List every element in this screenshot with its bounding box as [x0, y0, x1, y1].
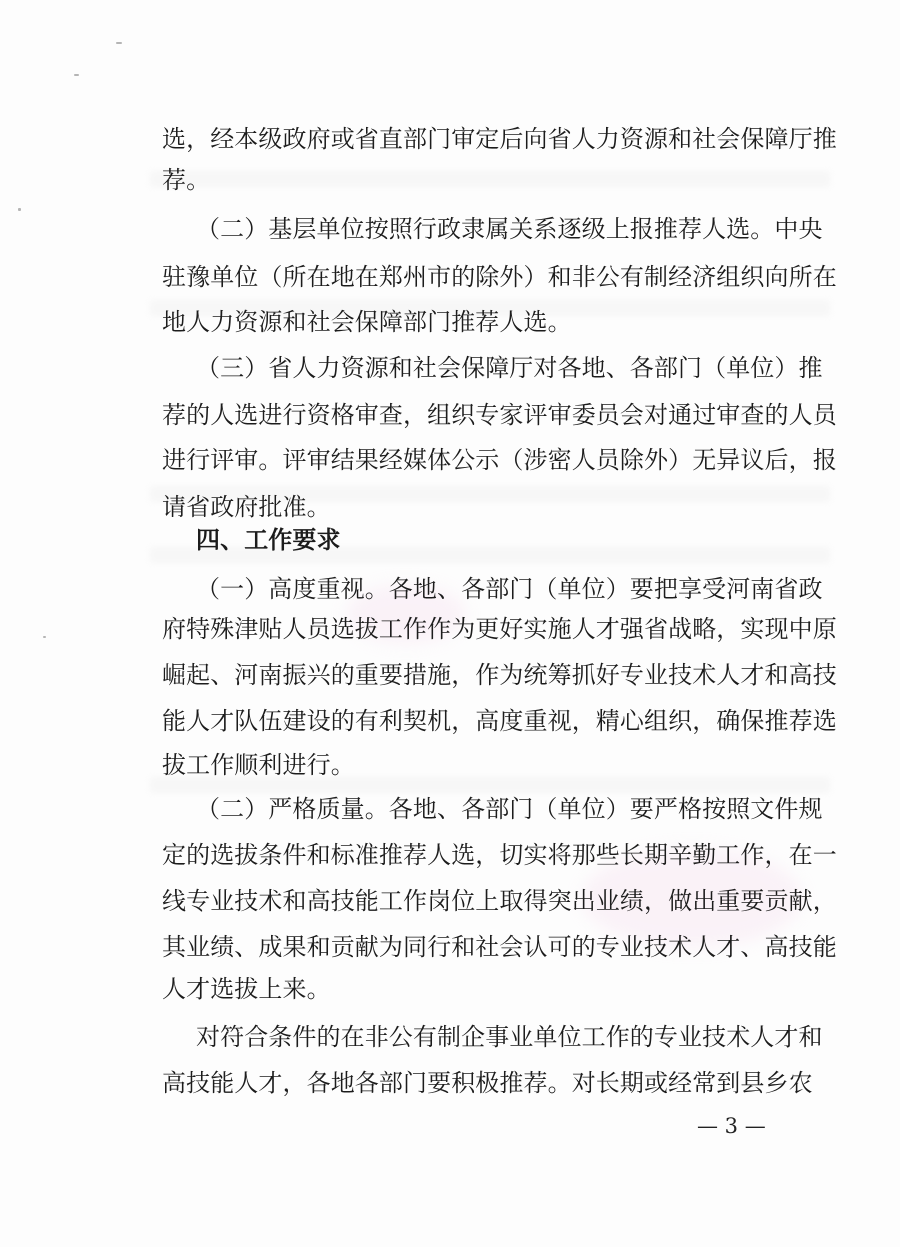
paragraph-text-line: （二）基层单位按照行政隶属关系逐级上报推荐人选。中央 — [196, 215, 823, 243]
page-number: — 3 — — [697, 1114, 766, 1138]
paragraph-text-line: （三）省人力资源和社会保障厅对各地、各部门（单位）推 — [196, 354, 823, 382]
scan-dust-mark — [116, 42, 122, 44]
body-text-line: 府特殊津贴人员选拔工作作为更好实施人才强省战略，实现中原 — [162, 615, 837, 643]
body-text-line: 拔工作顺利进行。 — [162, 751, 355, 779]
paragraph-text-line: （二）严格质量。各地、各部门（单位）要严格按照文件规 — [196, 795, 823, 823]
paragraph-text-line: （一）高度重视。各地、各部门（单位）要把享受河南省政 — [196, 575, 823, 603]
body-text-line: 进行评审。评审结果经媒体公示（涉密人员除外）无异议后，报 — [162, 446, 837, 474]
paragraph-text-line: 对符合条件的在非公有制企事业单位工作的专业技术人才和 — [196, 1023, 823, 1051]
scan-dust-mark — [43, 636, 46, 638]
body-text-line: 能人才队伍建设的有利契机，高度重视，精心组织，确保推荐选 — [162, 707, 837, 735]
body-text-line: 荐的人选进行资格审查，组织专家评审委员会对通过审查的人员 — [162, 401, 837, 429]
body-text-line: 荐。 — [162, 166, 211, 194]
body-text-line: 其业绩、成果和贡献为同行和社会认可的专业技术人才、高技能 — [162, 933, 837, 961]
body-text-line: 定的选拔条件和标准推荐人选，切实将那些长期辛勤工作，在一 — [162, 841, 837, 869]
scan-dust-mark — [74, 74, 79, 76]
body-text-line: 请省政府批准。 — [162, 493, 331, 521]
body-text-line: 线专业技术和高技能工作岗位上取得突出业绩，做出重要贡献， — [162, 887, 837, 915]
body-text-line: 选，经本级政府或省直部门审定后向省人力资源和社会保障厅推 — [162, 125, 837, 153]
scan-bleed-band — [150, 171, 830, 187]
body-text-line: 高技能人才，各地各部门要积极推荐。对长期或经常到县乡农 — [162, 1069, 813, 1097]
scan-dust-mark — [18, 208, 21, 211]
body-text-line: 地人力资源和社会保障部门推荐人选。 — [162, 308, 572, 336]
body-text-line: 驻豫单位（所在地在郑州市的除外）和非公有制经济组织向所在 — [162, 263, 837, 291]
section-heading: 四、工作要求 — [196, 525, 341, 554]
body-text-line: 人才选拔上来。 — [162, 975, 331, 1003]
body-text-line: 崛起、河南振兴的重要措施，作为统筹抓好专业技术人才和高技 — [162, 661, 837, 689]
